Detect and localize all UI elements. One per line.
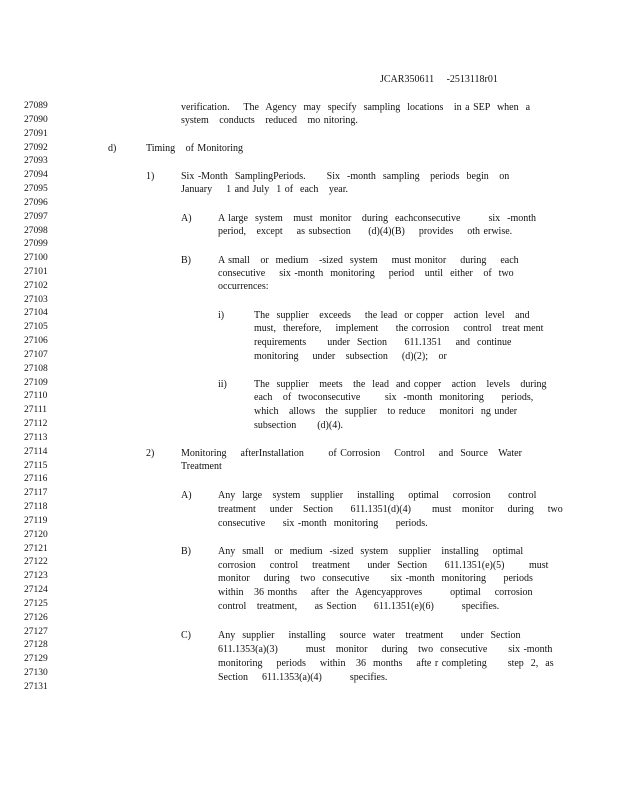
line-number: 27103 [24,294,48,305]
paragraph-text: January 1 and July 1 of each year. [181,184,349,195]
paragraph-text: control treatment, as Section 611.1351(e)(6) specifies. [218,601,500,612]
paragraph-label: A) [181,213,192,224]
line-number: 27119 [24,515,48,526]
line-number: 27122 [24,557,48,568]
line-number: 27096 [24,197,48,208]
paragraph-text: subsection (d)(4). [254,420,344,431]
paragraph-text: consecutive six -month monitoring periods. [218,518,428,529]
paragraph-text: A small or medium -sized system must monitor during each [218,255,519,266]
paragraph-text: monitor during two consecutive six -month monitoring periods [218,573,533,584]
line-number: 27115 [24,460,48,471]
line-number: 27118 [24,502,48,513]
paragraph-text: The supplier meets the lead and copper action levels during [254,379,547,390]
line-number: 27109 [24,377,48,388]
paragraph-text: Any large system supplier installing optimal corrosion control [218,490,537,501]
line-number: 27112 [24,419,48,430]
line-number: 27126 [24,612,48,623]
line-number: 27111 [24,405,48,416]
line-number: 27104 [24,308,48,319]
line-number: 27116 [24,474,48,485]
paragraph-text: occurrences: [218,281,269,292]
paragraph-label: A) [181,490,192,501]
paragraph-text: The supplier exceeds the lead or copper action level and [254,310,530,321]
paragraph-text: within 36 months after the Agencyapproves optimal corrosion [218,587,533,598]
line-number: 27090 [24,114,48,125]
paragraph-text: must, therefore, implement the corrosion control treat ment [254,323,544,334]
paragraph-text: each of twoconsecutive six -month monitoring periods, [254,392,534,403]
paragraph-label: B) [181,546,191,557]
line-number: 27092 [24,142,48,153]
line-number: 27124 [24,585,48,595]
paragraph-label: i) [218,310,225,321]
line-number: 27117 [24,488,48,499]
line-number: 27091 [24,128,48,139]
paragraph-label: B) [181,255,191,266]
paragraph-text: Six -Month SamplingPeriods. Six -month sampling periods begin on [181,171,510,182]
line-number: 27131 [24,681,48,692]
paragraph-text: monitoring periods within 36 months afte r completing step 2, as [218,658,554,669]
continued-text: verification. The Agency may specify sampling locations in a SEP when a [181,102,531,113]
line-number: 27121 [24,543,48,554]
line-number: 27130 [24,668,48,678]
line-number: 27110 [24,391,48,402]
paragraph-label: ii) [218,379,227,390]
paragraph-text: Treatment [181,461,222,472]
line-number: 27094 [24,170,48,181]
line-number: 27128 [24,640,48,651]
paragraph-text: consecutive six -month monitoring period until either of two [218,268,514,279]
line-number: 27095 [24,184,48,194]
paragraph-text: requirements under Section 611.1351 and continue [254,337,512,348]
line-number: 27127 [24,626,48,637]
paragraph-text: Any supplier installing source water treatment under Section [218,630,521,641]
paragraph-text: A large system must monitor during eachconsecutive six -month [218,213,537,224]
line-number: 27102 [24,280,48,291]
paragraph-text: monitoring under subsection (d)(2); or [254,351,447,362]
line-number: 27113 [24,432,48,443]
line-number: 27101 [24,267,48,277]
subsection-label: d) [108,143,117,154]
paragraph-text: Any small or medium -sized system supplier installing optimal [218,546,524,557]
continued-text: system conducts reduced mo nitoring. [181,115,358,126]
line-number: 27089 [24,101,48,111]
paragraph-text: Monitoring afterInstallation of Corrosion Control and Source Water [181,448,522,459]
line-number: 27123 [24,571,48,582]
line-number: 27114 [24,446,48,457]
paragraph-text: treatment under Section 611.1351(d)(4) must monitor during two [218,504,563,515]
line-number: 27100 [24,253,48,264]
line-number: 27093 [24,156,48,167]
paragraph-label: 2) [146,448,155,459]
paragraph-text: 611.1353(a)(3) must monitor during two consecutive six -month [218,644,553,655]
paragraph-text: period, except as subsection (d)(4)(B) provides oth erwise. [218,226,513,237]
paragraph-text: corrosion control treatment under Section 611.1351(e)(5) must [218,560,549,571]
line-number: 27099 [24,239,48,250]
line-number: 27106 [24,336,48,347]
line-number: 27107 [24,349,48,360]
line-number: 27125 [24,598,48,609]
paragraph-text: Section 611.1353(a)(4) specifies. [218,672,388,683]
paragraph-label: C) [181,630,191,641]
document-header: JCAR350611 -2513118r01 [380,74,498,85]
paragraph-label: 1) [146,171,155,182]
line-number: 27129 [24,654,48,665]
subsection-heading: Timing of Monitoring [146,143,243,154]
line-number: 27105 [24,322,48,333]
line-number: 27097 [24,211,48,222]
line-number: 27120 [24,529,48,540]
line-number: 27108 [24,363,48,374]
paragraph-text: which allows the supplier to reduce monitori ng under [254,406,518,417]
line-number: 27098 [24,225,48,236]
